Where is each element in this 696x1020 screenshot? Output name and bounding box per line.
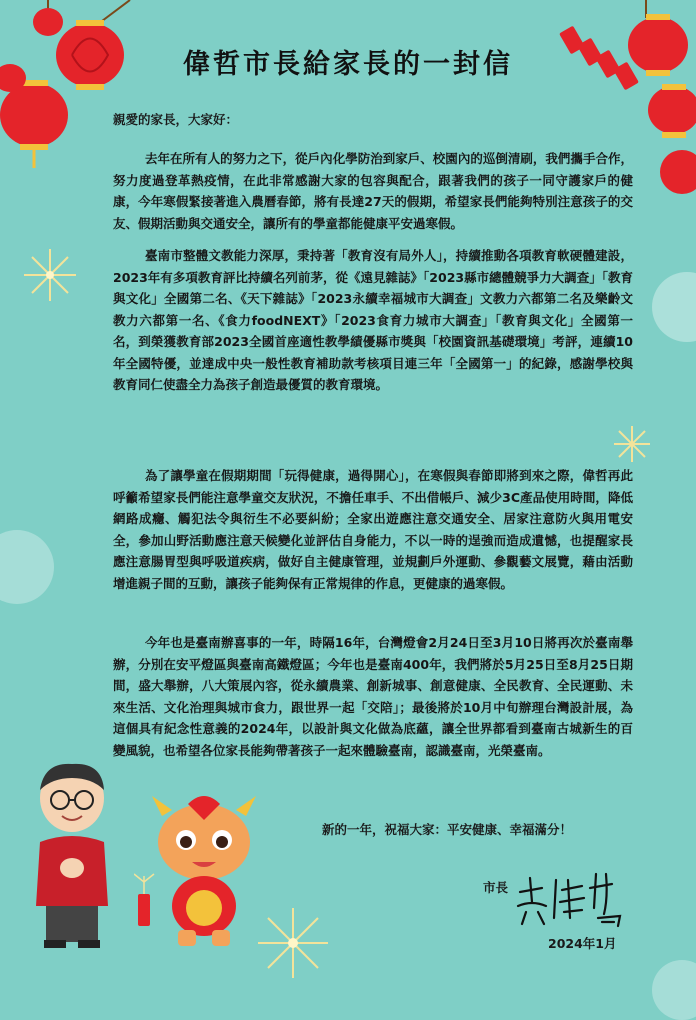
letter-title: 偉哲市長給家長的一封信 <box>183 49 513 80</box>
decorative-bubble <box>652 960 696 1020</box>
blessing: 新的一年，祝福大家：平安健康、幸福滿分！ <box>322 822 573 837</box>
lantern-icon <box>0 0 150 170</box>
firework-sparkle-icon <box>20 245 80 305</box>
paragraph-4: 今年也是臺南辦喜事的一年，時隔16年，台灣燈會2月24日至3月10日將再次於臺南舉辦，分別在安平燈區與臺南高鐵燈區；今年也是臺南400年，我們將於5月25日至8月25日期間，盛大舉辦，八大策展內容，從永續農業、創新城事、創意健康、全民教育、全民運動、未來生活、文化治理與城市食力，跟世界一起「交陪」；最後將於10月中旬辦理台灣設計展，為這個具有紀念性意義的2024年，以設計與文化做為底蘊，讓全世界都看到臺南古城新生的百變風貌，也希望各位家長能夠帶著孩子一起來體驗臺南，認識臺南，光榮臺南。 <box>113 635 633 758</box>
paragraph-3: 為了讓學童在假期期間「玩得健康，過得開心」，在寒假與春節即將到來之際，偉哲再此呼籲希望家長們能注意學童交友狀況，不擔任車手、不出借帳戶、減少3C產品使用時間，降低網路成癮、觸犯法令與衍生不必要糾紛；全家出遊應注意交通安全、居家注意防火與用電安全，參加山野活動應注意天候變化並評估自身能力，不以一時的逞強而造成遺憾，也提醒家長應注意腸胃型與呼吸道疾病，做好自主健康管理，並規劃戶外運動、參觀藝文展覽，藉由活動增進親子間的互動，讓孩子能夠保有正常規律的作息，更健康的過寒假。 <box>113 468 633 591</box>
greeting: 親愛的家長，大家好： <box>113 112 239 127</box>
mayor-signature <box>512 868 632 930</box>
mayor-cartoon-icon <box>22 756 122 952</box>
signoff-label: 市長 <box>483 880 509 895</box>
paragraph-2: 臺南市整體文教能力深厚，秉持著「教育沒有局外人」，持續推動各項教育軟硬體建設，2023年有多項教育評比持續名列前茅，從《遠見雜誌》「2023縣市總體競爭力大調查」「教育與文化」全國第二名、《天下雜誌》「2023永續幸福城市大調查」文教力六都第二名及樂齡文教力六都第一名、《食力foodNEXT》「2023食育力城市大調查」「教育與文化」全國第一名，到榮獲教育部2023全國首座適性教學績優縣市獎與「校園資訊基礎環境」考評，連續10年全國特優，並達成中央一般性教育補助款考核項目連三年「全國第一」的紀錄，感謝學校與教育同仁使盡全力為孩子創造最優質的教育環境。 <box>113 248 633 392</box>
dragon-mascot-icon <box>134 790 274 950</box>
firework-sparkle-icon <box>612 424 652 464</box>
decorative-bubble <box>0 530 54 604</box>
paragraph-1: 去年在所有人的努力之下，從戶內化學防治到家戶、校園內的巡倒清刷，我們攜手合作，努力度過登革熱疫情，在此非常感謝大家的包容與配合，跟著我們的孩子一同守護家戶的健康，今年寒假緊接著進入農曆春節，將有長達27天的假期，希望家長們能夠特別注意孩子的交友、假期活動與交通安全，讓所有的學童都能健康平安過寒假。 <box>113 151 633 231</box>
decorative-bubble <box>652 272 696 342</box>
letter-date: 2024年1月 <box>548 936 617 951</box>
